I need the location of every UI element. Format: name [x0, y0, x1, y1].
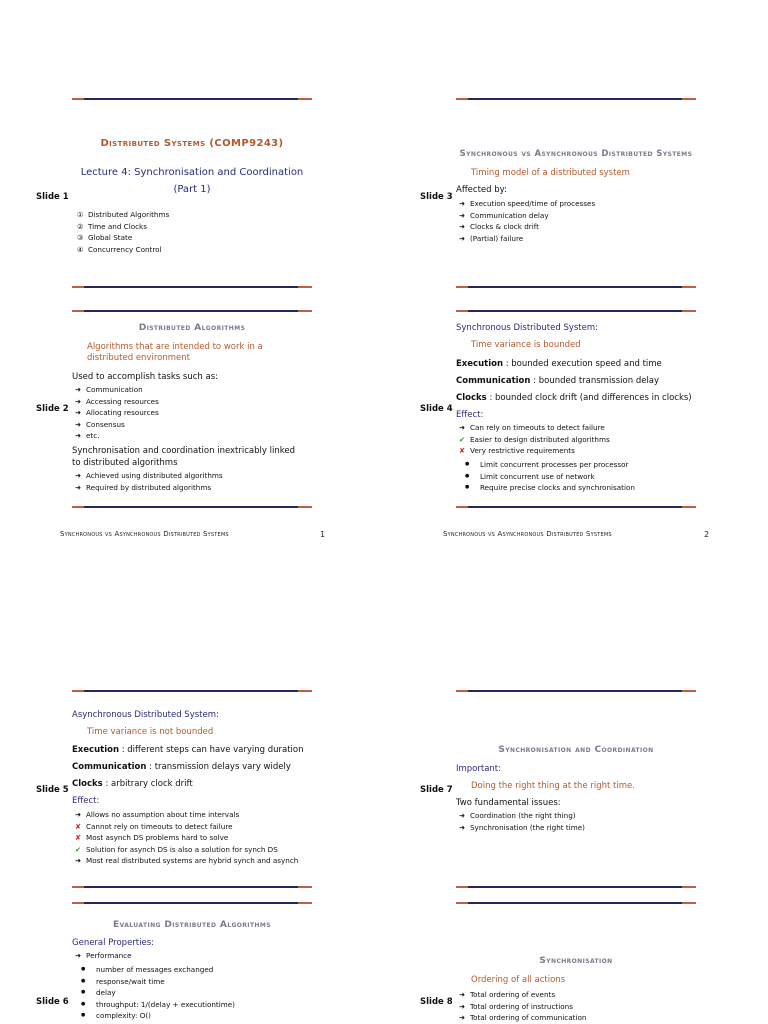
list-item: ➜ Total ordering of communication: [459, 1013, 587, 1022]
list-item: ② Time and Clocks: [77, 221, 147, 231]
effect-heading: Effect:: [456, 410, 484, 420]
list-item: ➜ Communication delay: [459, 210, 549, 220]
slide-subtitle: (Part 1): [173, 184, 211, 195]
performance-list: [76, 964, 235, 1022]
property-clocks: Clocks : bounded clock drift (and differences in clocks): [456, 393, 692, 403]
page-footer: Synchronous vs Asynchronous Distributed Systems: [443, 530, 612, 538]
slide-title: Synchronous vs Asynchronous Distributed Systems: [459, 149, 693, 159]
slide-4: [456, 310, 696, 508]
slide-rule: [72, 886, 312, 888]
slide-title: Distributed Systems (COMP9243): [100, 138, 284, 149]
slide-7: [456, 690, 696, 888]
slide-rule: [456, 902, 696, 904]
page-footer: Synchronous vs Asynchronous Distributed Systems: [60, 530, 229, 538]
slide-label: Slide 5: [36, 785, 69, 795]
list-item: ➜ (Partial) failure: [459, 233, 524, 243]
check-icon: ✔: [75, 844, 82, 854]
page-number: 2: [704, 530, 710, 539]
factor-list: [456, 198, 595, 244]
slide-5: [72, 690, 312, 888]
slide-label: Slide 2: [36, 404, 69, 414]
list-item: ➜ Can rely on timeouts to detect failure: [459, 423, 605, 432]
slide-rule: [72, 690, 312, 692]
highlight-text: Doing the right thing at the right time.: [471, 781, 635, 791]
list-item: ④ Concurrency Control: [77, 244, 162, 254]
slide-rule: [456, 98, 696, 100]
requirement-list: [460, 459, 635, 494]
list-item: ● response/wait time: [81, 976, 165, 986]
list-item: ➜ Required by distributed algorithms: [75, 482, 212, 492]
intro-text: Two fundamental issues:: [456, 798, 561, 808]
property-execution: Execution : different steps can have varying duration: [72, 745, 304, 755]
slide-rule: [456, 310, 696, 312]
slide-8: [456, 902, 696, 1024]
slide-3: [456, 98, 696, 288]
slide-title: Evaluating Distributed Algorithms: [113, 920, 271, 930]
property-communication: Communication : transmission delays vary widely: [72, 762, 291, 772]
highlight-text: Timing model of a distributed system: [471, 168, 630, 178]
list-item: ● Limit concurrent processes per processor: [465, 460, 629, 469]
list-item: ● complexity: O(): [81, 1011, 151, 1020]
effect-list: [456, 422, 610, 457]
slide-rule: [72, 902, 312, 904]
list-item: ➜ Clocks & clock drift: [459, 222, 539, 231]
issue-list: [456, 810, 585, 833]
slide-rule: [456, 286, 696, 288]
slide-heading: Synchronous Distributed System:: [456, 323, 599, 333]
list-item: ➜ Communication: [75, 385, 143, 394]
list-item: ① Distributed Algorithms: [77, 210, 170, 219]
list-item: ✔ Solution for asynch DS is also a solution for synch DS: [75, 844, 278, 854]
slide-rule: [72, 506, 312, 508]
slide-heading: Asynchronous Distributed System:: [72, 710, 219, 720]
slide-rule: [456, 886, 696, 888]
list-item: ➜ Consensus: [75, 419, 125, 429]
slide-rule: [72, 286, 312, 288]
list-item: ● throughput: 1/(delay + executiontime): [81, 999, 235, 1009]
slide-title: Synchronisation and Coordination: [498, 745, 654, 755]
slide-subtitle: Lecture 4: Synchronisation and Coordination: [80, 167, 304, 178]
list-item: ● Limit concurrent use of network: [465, 471, 595, 481]
list-item: ✘ Very restrictive requirements: [459, 446, 575, 455]
slide-heading: Important:: [456, 764, 502, 774]
list-item: ➜ Total ordering of events: [459, 990, 556, 999]
paragraph-text: Synchronisation and coordination inextricably linked to distributed algorithms: [72, 446, 295, 468]
slide-title: Distributed Algorithms: [138, 323, 246, 333]
slide-rule: [456, 690, 696, 692]
property-clocks: Clocks : arbitrary clock drift: [72, 779, 193, 789]
cross-icon: ✘: [75, 833, 82, 842]
list-item: ✘ Cannot rely on timeouts to detect failure: [75, 821, 233, 831]
list-item: ✘ Most asynch DS problems hard to solve: [75, 833, 229, 842]
property-list: [72, 950, 132, 962]
intro-text: Affected by:: [456, 185, 507, 195]
slide-1: [72, 98, 312, 288]
list-item: ➜ Total ordering of instructions: [459, 1001, 573, 1011]
cross-icon: ✘: [459, 446, 466, 455]
highlight-text: Algorithms that are intended to work in a distributed environment: [87, 342, 263, 363]
slide-heading: General Properties:: [72, 938, 155, 948]
outline-list: [74, 209, 169, 255]
list-item: ✔ Easier to design distributed algorithms: [459, 434, 610, 444]
property-execution: Execution : bounded execution speed and time: [456, 359, 662, 369]
slide-label: Slide 6: [36, 997, 69, 1007]
task-list: [72, 384, 159, 442]
highlight-text: Time variance is bounded: [471, 340, 581, 350]
slide-label: Slide 1: [36, 192, 69, 202]
list-item: ➜ Synchronisation (the right time): [459, 822, 585, 832]
list-item: ➜ Coordination (the right thing): [459, 811, 576, 820]
list-item: ● number of messages exchanged: [81, 965, 214, 974]
highlight-text: Time variance is not bounded: [87, 727, 214, 737]
slide-label: Slide 7: [420, 785, 453, 795]
cross-icon: ✘: [75, 821, 82, 831]
slide-label: Slide 4: [420, 404, 453, 414]
list-item: ➜ Most real distributed systems are hybrid synch and asynch: [75, 856, 299, 865]
effect-list: [72, 809, 298, 867]
list-item: ➜ Achieved using distributed algorithms: [75, 471, 223, 480]
list-item: ➜ Performance: [75, 951, 132, 960]
list-item: ➜ Execution speed/time of processes: [459, 199, 596, 208]
intro-text: Used to accomplish tasks such as:: [72, 372, 218, 382]
slide-label: Slide 3: [420, 192, 453, 202]
check-icon: ✔: [459, 434, 466, 444]
slide-rule: [72, 98, 312, 100]
slide-title: Synchronisation: [539, 956, 613, 966]
slide-6: [72, 902, 312, 1024]
slide-rule: [72, 310, 312, 312]
slide-2: [72, 310, 312, 508]
list-item: ● delay: [81, 988, 116, 997]
list-item: ➜ Accessing resources: [75, 396, 159, 406]
effect-heading: Effect:: [72, 796, 100, 806]
page-number: 1: [320, 530, 326, 539]
ordering-list: [456, 989, 586, 1024]
list-item: ➜ Allocating resources: [75, 408, 159, 417]
list-item: ➜ etc.: [75, 431, 100, 440]
slide-label: Slide 8: [420, 997, 453, 1007]
list-item: ③ Global State: [77, 233, 133, 242]
linked-list: [72, 470, 223, 493]
highlight-text: Ordering of all actions: [471, 975, 566, 985]
slide-rule: [456, 506, 696, 508]
list-item: ➜ Allows no assumption about time intervals: [75, 810, 240, 819]
list-item: ● Require precise clocks and synchronisation: [465, 483, 635, 492]
property-communication: Communication : bounded transmission delay: [456, 376, 660, 386]
